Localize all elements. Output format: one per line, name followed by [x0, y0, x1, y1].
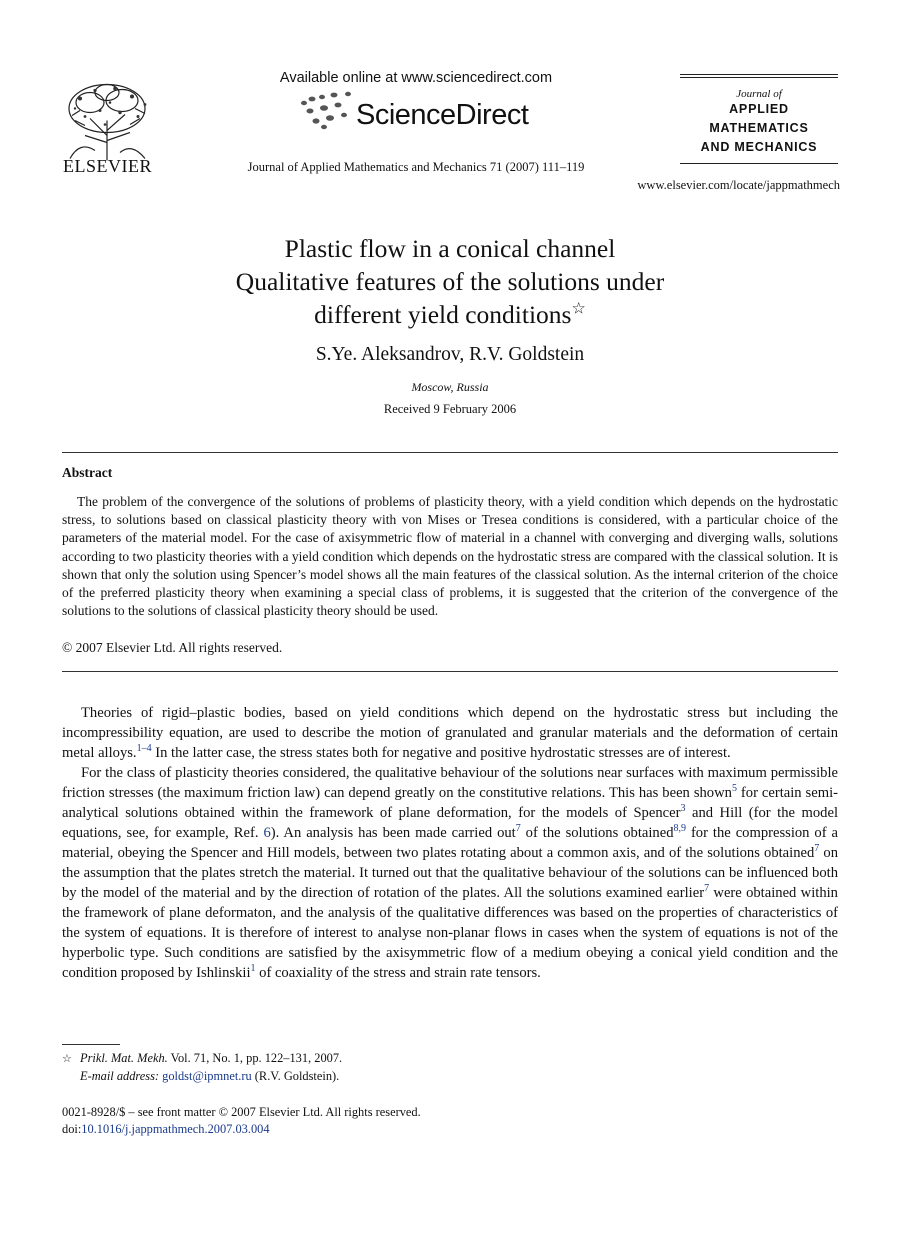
journal-title-line: AND MECHANICS [700, 140, 818, 154]
email-link[interactable]: goldst@ipmnet.ru [162, 1069, 252, 1083]
received-date: Received 9 February 2006 [383, 402, 517, 416]
authors: S.Ye. Aleksandrov, R.V. Goldstein [315, 344, 585, 365]
text-run: Theories of rigid–plastic bodies, based on yield conditions which depend on the hydrostatic stress but including the incompressibility equation, are used to describe the motion of granulated and granular materials and the deformation of certain metal alloys. [62, 705, 838, 761]
title-line [140, 298, 760, 331]
journal-url[interactable]: www.elsevier.com/locate/jappmathmech [637, 178, 840, 192]
footnote-journal: Prikl. Mat. Mekh. [80, 1051, 168, 1065]
body-paragraph [62, 704, 838, 764]
journal-title-line: APPLIED [729, 102, 789, 116]
affiliation: Moscow, Russia [411, 380, 489, 394]
journal-box-rule-top [680, 74, 838, 75]
abstract-top-rule [62, 452, 838, 453]
footnote-source [62, 1051, 342, 1066]
footnote-star: ☆ [62, 1053, 72, 1065]
sciencedirect-dots-icon [298, 91, 358, 131]
text-run: were obtained within the framework of plane deformaton, and the analysis of the qualitative differences was based on the properties of characteristics of the system of equations. It is therefore of interest to analyse non-planar flows in cases when the system of equations is not of the hyperbolic type. Such conditions are satisfied by the axisymmetric flow of a medium obeying a conical yield condition and the condition proposed by Ishlinskii [62, 884, 838, 981]
text-run: on the assumption that the plates stretch the material. It turned out that the qualitative behaviour of the solutions can be influenced both by the model of the material and by the direction of rotation of the plates. All the solutions examined earlier [62, 844, 838, 901]
abstract-copyright: © 2007 Elsevier Ltd. All rights reserved. [62, 640, 283, 655]
citation-link[interactable]: 1–4 [136, 743, 152, 755]
citation-link[interactable]: 1 [250, 962, 256, 974]
doi-link[interactable]: 10.1016/j.jappmathmech.2007.03.004 [81, 1122, 270, 1136]
text-run: for the compression of a material, obeying the Spencer and Hill models, between two plates rotating about a common axis, and of the solutions obtained [62, 824, 839, 861]
abstract-heading: Abstract [62, 465, 113, 480]
text-run: In the latter case, the stress states both for negative and positive hydrostatic stresses are of interest. [151, 744, 731, 761]
journal-title-line: MATHEMATICS [709, 121, 809, 135]
email-owner: (R.V. Goldstein). [251, 1069, 340, 1083]
citation-link[interactable]: 3 [680, 803, 686, 815]
article-title [140, 232, 760, 331]
text-run: for certain semi-analytical solutions obtained within the framework of plane deformation, for the models of Spencer [62, 784, 838, 821]
footnote-text: Vol. 71, No. 1, pp. 122–131, 2007. [167, 1051, 343, 1065]
sciencedirect-wordmark: ScienceDirect [356, 99, 529, 131]
title-line: Qualitative features of the solutions under [235, 267, 665, 296]
journal-of-label: Journal of [736, 88, 782, 100]
issn-line: 0021-8928/$ – see front matter © 2007 Elsevier Ltd. All rights reserved. [62, 1105, 421, 1119]
footnote-rule [62, 1044, 120, 1045]
citation-link[interactable]: 7 [704, 882, 710, 894]
journal-box-rule-bottom [680, 163, 838, 164]
text-run: of coaxiality of the stress and strain rate tensors. [255, 964, 541, 981]
citation-link[interactable]: 6 [263, 824, 271, 841]
text-run: and Hill (for the model equations, see, for example, Ref. [62, 804, 838, 841]
email-label: E-mail address: [80, 1069, 160, 1083]
journal-reference: Journal of Applied Mathematics and Mechanics 71 (2007) 111–119 [247, 160, 585, 174]
journal-title-box [680, 74, 838, 166]
title-line-text: different yield conditions [314, 300, 572, 329]
citation-link[interactable]: 8,9 [673, 823, 686, 834]
abstract-bottom-rule [62, 671, 838, 672]
title-footnote-star[interactable]: ☆ [571, 300, 586, 318]
journal-box-rule-top-2 [680, 77, 838, 78]
citation-link[interactable]: 7 [515, 823, 521, 834]
elsevier-wordmark: ELSEVIER [63, 156, 152, 176]
text-run: ). An analysis has been made carried out [270, 824, 516, 841]
abstract-body: The problem of the convergence of the solutions of problems of plasticity theory, with a yield condition which depends on the hydrostatic stress, to solutions based on classical plasticity theory with von Mises or Tresea conditions is considered, with a particular choice of the parameters of the material model. For the case of axisymmetric flow of material in a channel with converging and diverging walls, solutions according to two plasticity theories with a yield condition which depends on the hydrostatic stress are compared with the classical solution. It is shown that only the solution using Spencer’s model shows all the main features of the classical solution. As the internal criterion of the choice of the preferred plasticity theory when examining a special class of problems, it is suggested that the criterion of the convergence of the solutions to the solutions of classical plasticity theory should be used. [62, 494, 838, 619]
text-run: of the solutions obtained [520, 824, 674, 841]
text-run: For the class of plasticity theories considered, the qualitative behaviour of the solutions near surfaces with maximum permissible friction stresses (the maximum friction law) can depend greatly on the constitutive relations. This has been shown [62, 765, 838, 801]
title-line: Plastic flow in a conical channel [284, 234, 616, 263]
body-paragraph [62, 764, 838, 983]
footnote-email [80, 1069, 339, 1084]
citation-link[interactable]: 7 [814, 842, 820, 854]
doi-line [62, 1122, 270, 1137]
citation-link[interactable]: 5 [731, 783, 737, 795]
doi-label: doi: [62, 1122, 82, 1136]
available-online-text: Available online at www.sciencedirect.com [279, 70, 553, 86]
